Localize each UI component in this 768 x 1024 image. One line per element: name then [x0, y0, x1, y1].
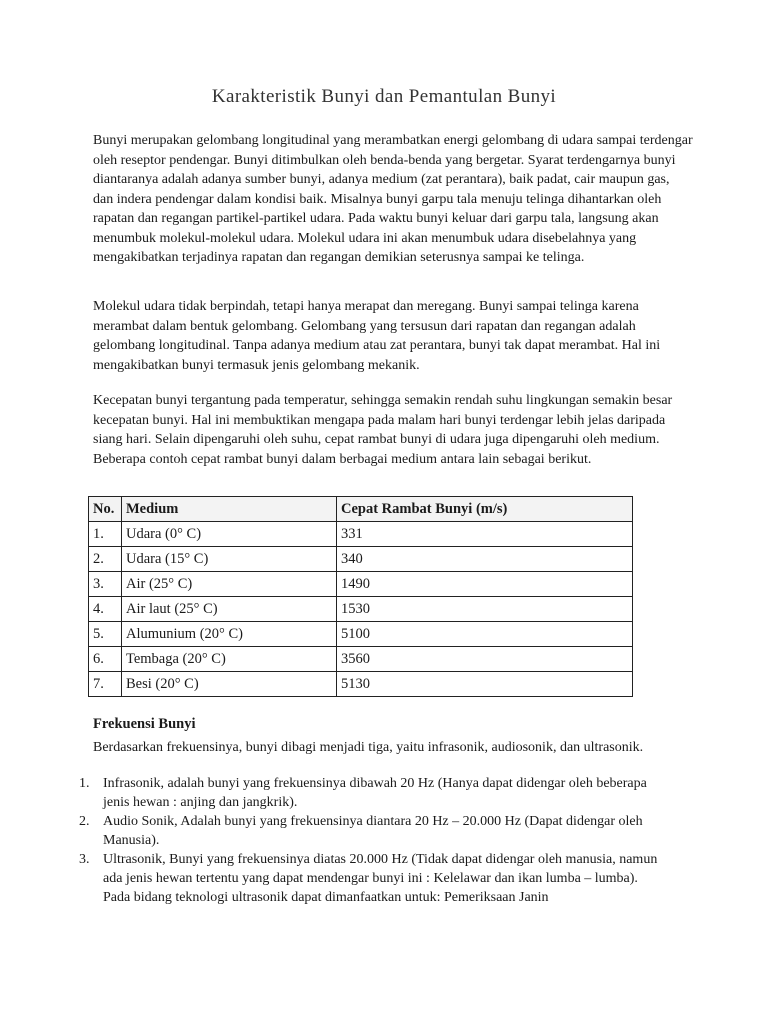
cell-medium: Besi (20° C)	[122, 672, 337, 697]
cell-no: 5.	[89, 622, 122, 647]
header-speed: Cepat Rambat Bunyi (m/s)	[337, 497, 633, 522]
cell-medium: Tembaga (20° C)	[122, 647, 337, 672]
list-number: 1.	[79, 776, 90, 791]
cell-medium: Air (25° C)	[122, 572, 337, 597]
cell-medium: Air laut (25° C)	[122, 597, 337, 622]
table-header-row	[89, 497, 633, 522]
list-item	[0, 812, 658, 850]
list-text: Ultrasonik, Bunyi yang frekuensinya diatas 20.000 Hz (Tidak dapat didengar oleh manusia, namun ada jenis hewan tertentu yang dapat mendengar bunyi ini : Kelelawar dan ikan lumba – lumba). Pada bidang teknologi ultrasonik dapat dimanfaatkan untuk: Pemeriksaan Janin	[103, 852, 658, 905]
cell-medium: Udara (15° C)	[122, 547, 337, 572]
cell-no: 1.	[89, 522, 122, 547]
cell-speed: 1490	[337, 572, 633, 597]
page-title: Karakteristik Bunyi dan Pemantulan Bunyi	[211, 86, 557, 107]
cell-no: 4.	[89, 597, 122, 622]
paragraph-3: Kecepatan bunyi tergantung pada temperatur, sehingga semakin rendah suhu lingkungan semakin besar kecepatan bunyi. Hal ini membuktikan mengapa pada malam hari bunyi terdengar lebih jelas daripada siang hari. Selain dipengaruhi oleh suhu, cepat rambat bunyi di udara juga dipengaruhi oleh medium. Beberapa contoh cepat rambat bunyi dalam berbagai medium antara lain sebagai berikut.	[93, 393, 673, 467]
cell-no: 2.	[89, 547, 122, 572]
cell-medium: Udara (0° C)	[122, 522, 337, 547]
table-row	[89, 547, 633, 572]
list-item	[0, 850, 658, 907]
table-row	[89, 672, 633, 697]
speed-table	[88, 496, 633, 697]
frekuensi-list	[0, 774, 768, 907]
cell-speed: 3560	[337, 647, 633, 672]
table-row	[89, 572, 633, 597]
table-row	[89, 597, 633, 622]
cell-speed: 5130	[337, 672, 633, 697]
cell-speed: 5100	[337, 622, 633, 647]
paragraph-2: Molekul udara tidak berpindah, tetapi hanya merapat dan meregang. Bunyi sampai telinga karena merambat dalam bentuk gelombang. Gelombang yang tersusun dari rapatan dan regangan adalah gelombang longitudinal. Tanpa adanya medium atau zat perantara, bunyi tak dapat merambat. Hal ini mengakibatkan bunyi termasuk jenis gelombang mekanik.	[93, 299, 661, 373]
table-row	[89, 622, 633, 647]
frekuensi-intro: Berdasarkan frekuensinya, bunyi dibagi menjadi tiga, yaitu infrasonik, audiosonik, dan ultrasonik.	[93, 740, 644, 755]
cell-medium: Alumunium (20° C)	[122, 622, 337, 647]
list-text: Audio Sonik, Adalah bunyi yang frekuensinya diantara 20 Hz – 20.000 Hz (Dapat didengar oleh Manusia).	[103, 814, 643, 848]
cell-speed: 331	[337, 522, 633, 547]
cell-no: 6.	[89, 647, 122, 672]
header-medium: Medium	[122, 497, 337, 522]
cell-no: 3.	[89, 572, 122, 597]
header-no: No.	[89, 497, 122, 522]
list-item	[0, 774, 658, 812]
list-text: Infrasonik, adalah bunyi yang frekuensinya dibawah 20 Hz (Hanya dapat didengar oleh beberapa jenis hewan : anjing dan jangkrik).	[103, 776, 647, 810]
cell-speed: 340	[337, 547, 633, 572]
table-row	[89, 647, 633, 672]
table-row	[89, 522, 633, 547]
list-number: 3.	[79, 852, 90, 867]
paragraph-1: Bunyi merupakan gelombang longitudinal yang merambatkan energi gelombang di udara sampai terdengar oleh reseptor pendengar. Bunyi ditimbulkan oleh benda-benda yang bergetar. Syarat terdengarnya bunyi diantaranya adalah adanya sumber bunyi, adanya medium (zat perantara), baik padat, cair maupun gas, dan indera pendengar dalam kondisi baik. Misalnya bunyi garpu tala menuju telinga dihantarkan oleh rapatan dan regangan partikel-partikel udara. Pada waktu bunyi keluar dari garpu tala, langsung akan menumbuk molekul-molekul udara. Molekul udara ini akan menumbuk udara disebelahnya yang mengakibatkan terjadinya rapatan dan regangan demikian seterusnya sampai ke telinga.	[93, 133, 693, 265]
list-number: 2.	[79, 814, 90, 829]
section-heading-frekuensi: Frekuensi Bunyi	[93, 716, 196, 732]
cell-no: 7.	[89, 672, 122, 697]
cell-speed: 1530	[337, 597, 633, 622]
